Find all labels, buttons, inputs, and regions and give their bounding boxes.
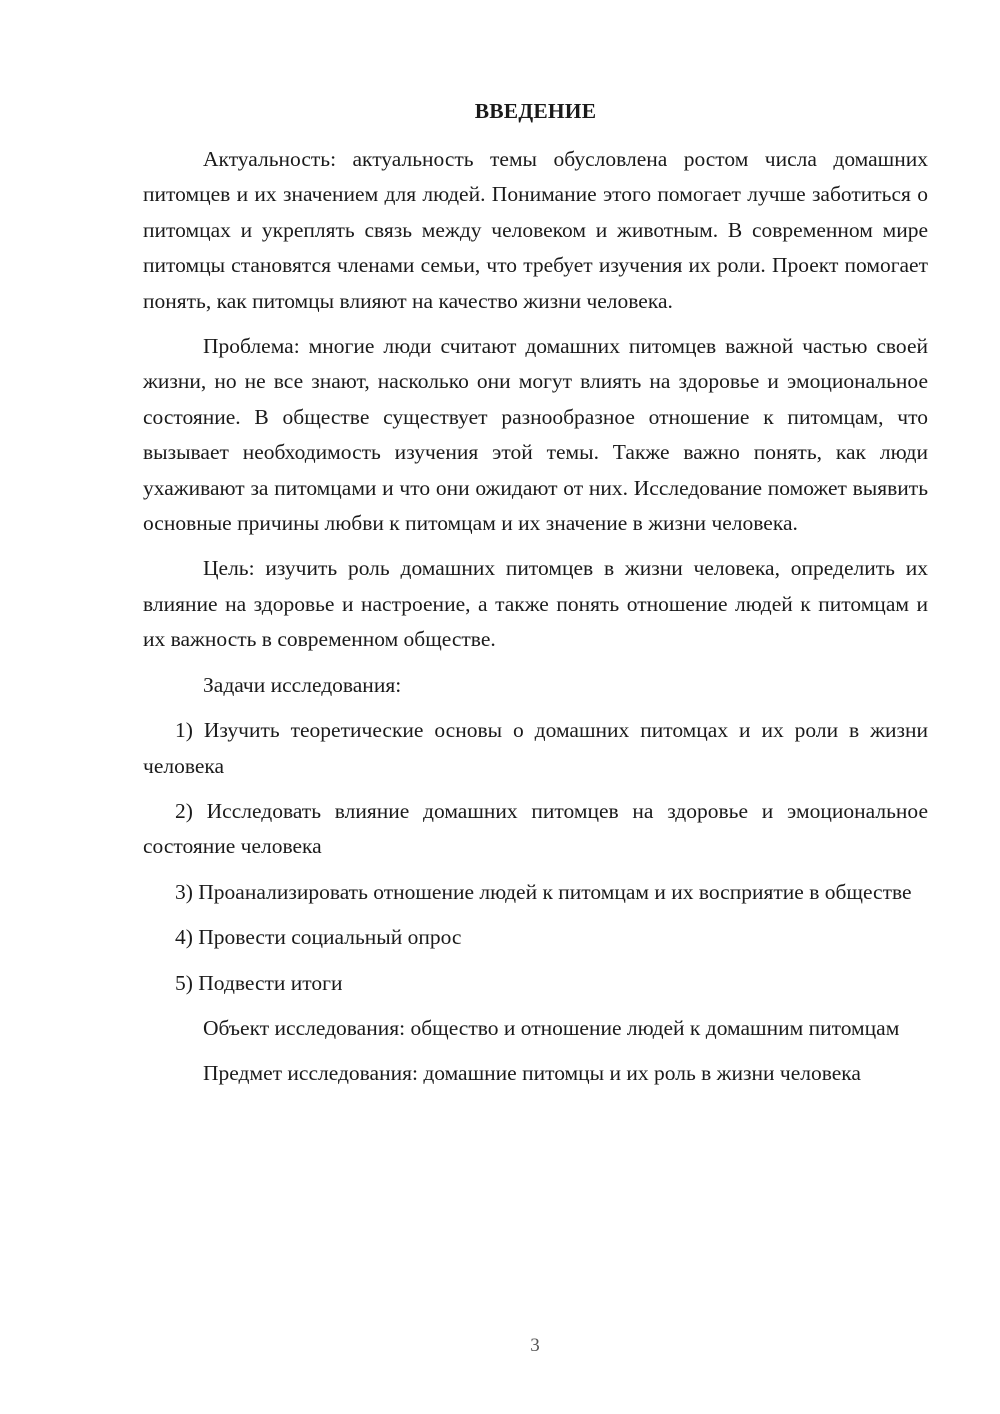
task-item: 5) Подвести итоги (175, 970, 343, 995)
paragraph-object: Объект исследования: общество и отношение людей к домашним питомцам (203, 1015, 900, 1040)
document-body (143, 142, 928, 1102)
task-item: 2) Исследовать влияние домашних питомцев на здоровье и эмоциональное состояние человека (143, 798, 928, 859)
paragraph-subject: Предмет исследования: домашние питомцы и их роль в жизни человека (203, 1061, 861, 1086)
task-item: 1) Изучить теоретические основы о домашних питомцах и их роли в жизни человека (143, 718, 928, 778)
paragraph-problem: Проблема: многие люди считают домашних питомцев важной частью своей жизни, но не все знают, насколько они могут влиять на здоровье и эмоциональное состояние. В обществе существует разнообразное отношение к питомцам, что вызывает необходимость изучения этой темы. Также важно понять, как люди ухаживают за питомцами и что они ожидают от них. Исследование поможет выявить основные причины любви к питомцам и их значение в жизни человека. (143, 334, 928, 536)
task-item: 4) Провести социальный опрос (175, 925, 462, 950)
paragraph-tasks-heading: Задачи исследования: (203, 672, 402, 697)
task-item: 3) Проанализировать отношение людей к питомцам и их восприятие в обществе (175, 879, 912, 904)
paragraph-relevance: Актуальность: актуальность темы обусловлена ростом числа домашних питомцев и их значением для людей. Понимание этого помогает лучше заботиться о питомцах и укреплять связь между человеком и животным. В современном мире питомцы становятся членами семьи, что требует изучения их роли. Проект помогает понять, как питомцы влияют на качество жизни человека. (143, 147, 928, 313)
paragraph-goal: Цель: изучить роль домашних питомцев в жизни человека, определить их влияние на здоровье и настроение, а также понять отношение людей к питомцам и их важность в современном обществе. (143, 556, 928, 652)
page-title: ВВЕДЕНИЕ (474, 99, 597, 123)
page-number: 3 (530, 1335, 540, 1356)
